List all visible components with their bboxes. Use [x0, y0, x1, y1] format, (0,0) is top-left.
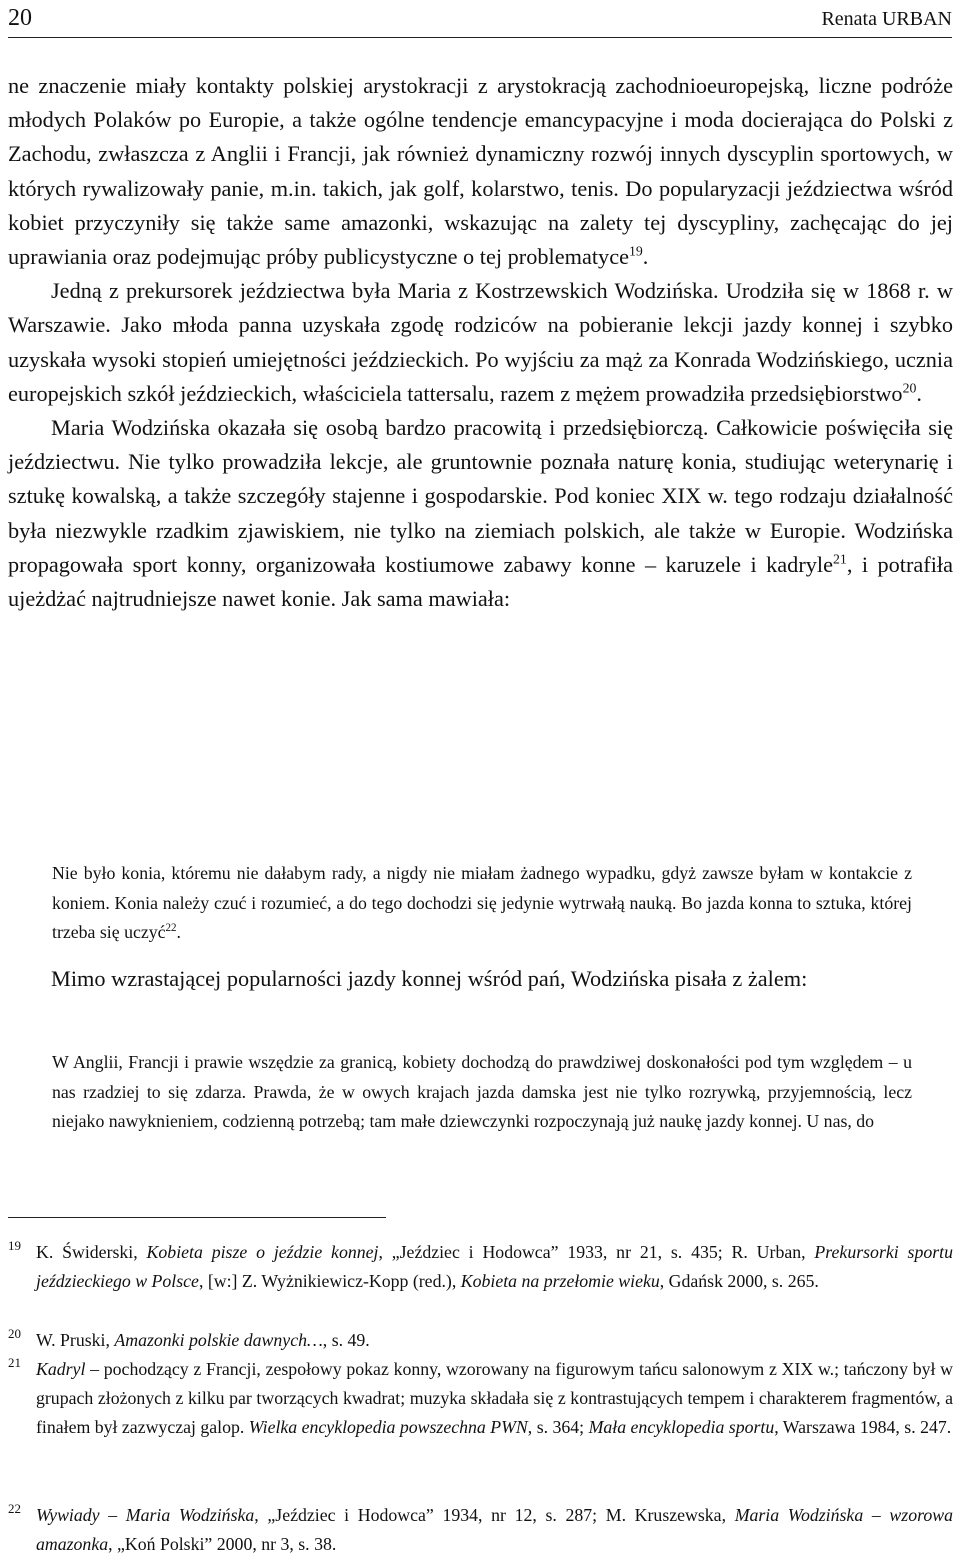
footnote-title: Prekursorki sportu jeździeckiego w Polsce	[36, 1242, 953, 1291]
main-text	[8, 69, 953, 616]
footnote-title: Kobieta na przełomie wieku	[460, 1271, 660, 1291]
paragraph-3	[8, 411, 953, 616]
footnote-segment: , „Koń Polski” 2000, nr 3, s. 38.	[108, 1534, 337, 1554]
footnote-ref-19: 19	[628, 243, 643, 259]
block-quote-1-text: Nie było konia, któremu nie dałabym rady, a nigdy nie miałam żadnego wypadku, gdyż zawsze byłam w kontakcie z koniem. Konia należy czuć i rozumieć, a do tego dochodzi się jedynie wytrwałą nauką. Bo jazda konna to sztuka, której trzeba się uczyć	[52, 863, 912, 942]
footnote-title: Maria Wodzińska – wzorowa amazonka	[36, 1505, 953, 1554]
footnote-title: Kobieta pisze o jeździe konnej	[146, 1242, 379, 1262]
footnote-22	[8, 1501, 953, 1559]
footnote-ref-21: 21	[833, 551, 847, 567]
footnote-21	[8, 1355, 953, 1442]
footnote-19	[8, 1238, 953, 1296]
footnote-segment: , „Jeździec i Hodowca” 1934, nr 12, s. 287; M. Kruszewska,	[254, 1505, 735, 1525]
footnote-number: 19	[8, 1238, 21, 1253]
footnote-title: Amazonki polskie dawnych…	[114, 1330, 323, 1350]
footnote-ref-20: 20	[902, 380, 917, 396]
footnote-title: Mała encyklopedia sportu	[588, 1417, 775, 1437]
paragraph-3-end: , i potrafiła ujeżdżać najtrudniejsze nawet konie. Jak sama mawiała:	[8, 551, 953, 612]
paragraph-3-text: Maria Wodzińska okazała się osobą bardzo pracowitą i przedsiębiorczą. Całkowicie poświęciła się jeździectwu. Nie tylko prowadziła lekcje, ale gruntownie poznała naturę konia, studiując weterynarię i sztukę kowalską, a także szczegóły stajenne i gospodarskie. Pod koniec XIX w. tego rodzaju działalność była niezwykle rzadkim zjawiskiem, nie tylko na ziemiach polskich, ale także w Europie. Wodzińska propagowała sport konny, organizowała kostiumowe zabawy konne – karuzele i kadryle	[8, 415, 953, 577]
footnote-number: 20	[8, 1326, 21, 1341]
paragraph-2-end: .	[916, 380, 922, 406]
footnote-segment: , s. 49.	[322, 1330, 370, 1350]
footnote-segment: , [w:] Z. Wyżnikiewicz-Kopp (red.),	[198, 1271, 461, 1291]
running-head-author: Renata URBAN	[821, 8, 952, 30]
footnote-segment: , Gdańsk 2000, s. 265.	[659, 1271, 819, 1291]
footnote-text	[8, 1355, 953, 1442]
footnote-segment: W. Pruski,	[36, 1330, 115, 1350]
footnote-title: Wielka encyklopedia powszechna PWN	[248, 1417, 528, 1437]
page-number: 20	[8, 5, 32, 31]
paragraph-1	[8, 69, 953, 274]
footnote-ref-22: 22	[165, 922, 177, 935]
paragraph-4: Mimo wzrastającej popularności jazdy konnej wśród pań, Wodzińska pisała z żalem:	[51, 966, 808, 991]
block-quote-1-end: .	[176, 922, 181, 942]
footnote-title: Wywiady – Maria Wodzińska	[36, 1505, 255, 1525]
block-quote-2: W Anglii, Francji i prawie wszędzie za granicą, kobiety dochodzą do prawdziwej doskonałości pod tym względem – u nas rzadziej to się zdarza. Prawda, że w owych krajach jazda damska jest nie tylko rozrywką, przyjemnością, lecz niejako nawyknieniem, codzienną potrzebą; tam małe dziewczynki rozpoczynają już naukę jazdy konnej. U nas, do	[52, 1052, 912, 1131]
paragraph-2	[8, 274, 953, 411]
footnote-segment: , Warszawa 1984, s. 247.	[774, 1417, 952, 1437]
footnote-segment: K. Świderski,	[36, 1242, 147, 1262]
block-quote-1	[52, 859, 912, 948]
footnote-text	[8, 1238, 953, 1296]
footnote-segment: – pochodzący z Francji, zespołowy pokaz konny, wzorowany na figurowym tańcu salonowym z XIX w.; tańczony był w grupach złożonych z kilku par tworzących kwadrat; muzyka składała się z kontrastujących tempem i charakterem fragmentów, a finałem był zazwyczaj galop.	[36, 1359, 953, 1437]
footnote-segment: , s. 364;	[527, 1417, 589, 1437]
footnote-segment: , „Jeździec i Hodowca” 1933, nr 21, s. 435; R. Urban,	[378, 1242, 815, 1262]
footnote-20	[8, 1326, 953, 1355]
footnote-number: 21	[8, 1355, 21, 1370]
page-header	[8, 3, 952, 38]
footnote-number: 22	[8, 1501, 21, 1516]
footnote-title: Kadryl	[36, 1359, 86, 1379]
footnote-text	[8, 1326, 953, 1355]
paragraph-2-text: Jedną z prekursorek jeździectwa była Maria z Kostrzewskich Wodzińska. Urodziła się w 1868 r. w Warszawie. Jako młoda panna uzyskała zgodę rodziców na pobieranie lekcji jazdy konnej i szybko uzyskała wysoki stopień umiejętności jeździeckich. Po wyjściu za mąż za Konrada Wodzińskiego, ucznia europejskich szkół jeździeckich, właściciela tattersalu, razem z mężem prowadziła przedsiębiorstwo	[8, 278, 953, 406]
footnote-separator	[8, 1217, 386, 1218]
paragraph-1-text: ne znaczenie miały kontakty polskiej arystokracji z arystokracją zachodnioeuropejską, liczne podróże młodych Polaków po Europie, a także ogólne tendencje emancypacyjne i moda docierająca do Polski z Zachodu, zwłaszcza z Anglii i Francji, jak również dynamiczny rozwój innych dyscyplin sportowych, w których rywalizowały panie, m.in. takich, jak golf, kolarstwo, tenis. Do popularyzacji jeździectwa wśród kobiet przyczyniły się także same amazonki, wskazując na zalety tej dyscypliny, zachęcając do jej uprawiania oraz podejmując próby publicystyczne o tej problematyce	[8, 73, 953, 270]
footnote-text	[8, 1501, 953, 1559]
paragraph-1-end: .	[642, 244, 649, 270]
